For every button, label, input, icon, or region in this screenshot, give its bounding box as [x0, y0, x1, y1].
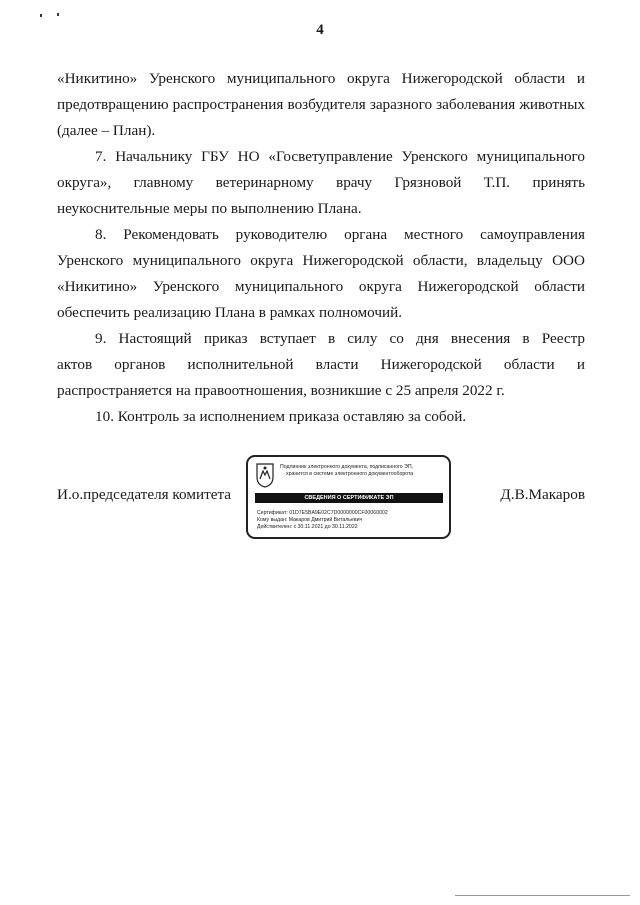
- coat-of-arms-icon: [255, 462, 275, 488]
- text-line: неукоснительные меры по выполнению Плана.: [57, 200, 362, 217]
- text-line: актов органов исполнительной власти Нижегородской области и: [57, 356, 585, 373]
- stamp-caption-line: Подлинник электронного документа, подписанного ЭП,: [280, 464, 414, 470]
- electronic-signature-stamp: [246, 455, 451, 539]
- text-line: обеспечить реализацию Плана в рамках полномочий.: [57, 304, 403, 321]
- text-line: 7. Начальнику ГБУ НО «Госветуправление Уренского муниципального: [95, 148, 585, 165]
- stamp-certificate: Сертификат: 01D7E5BA9E02C7D0000000CF00060002: [257, 510, 388, 516]
- signatory-name: Д.В.Макаров: [500, 486, 585, 503]
- stamp-title-bar: СВЕДЕНИЯ О СЕРТИФИКАТЕ ЭП: [255, 493, 443, 503]
- signatory-position: И.о.председателя комитета: [57, 486, 232, 503]
- text-line: 8. Рекомендовать руководителю органа местного самоуправления: [95, 226, 585, 243]
- page-number: 4: [316, 22, 324, 38]
- scan-edge-line: [455, 895, 630, 896]
- text-line: «Никитино» Уренского муниципального округа Нижегородской области: [57, 278, 585, 295]
- scan-speck: [57, 13, 59, 16]
- text-line: «Никитино» Уренского муниципального округа Нижегородской области и: [57, 70, 585, 87]
- text-line: округа», главному ветеринарному врачу Грязновой Т.П. принять: [57, 174, 585, 191]
- stamp-caption-line: хранится в системе электронного документооборота: [286, 470, 414, 477]
- text-line: (далее – План).: [57, 122, 156, 139]
- text-line: 10. Контроль за исполнением приказа оставляю за собой.: [95, 408, 467, 425]
- text-line: предотвращению распространения возбудителя заразного заболевания животных: [57, 96, 585, 113]
- stamp-owner: Кому выдан: Макаров Дмитрий Витальевич: [257, 517, 363, 523]
- text-line: 9. Настоящий приказ вступает в силу со дня внесения в Реестр: [95, 330, 585, 347]
- text-line: Уренского муниципального округа Нижегородской области, владельцу ООО: [57, 252, 585, 269]
- scan-speck: [40, 14, 42, 17]
- stamp-caption: [280, 464, 450, 477]
- stamp-validity: Действителен: с 30.11.2021 до 30.11.2022: [257, 524, 358, 530]
- text-line: распространяется на правоотношения, возникшие с 25 апреля 2022 г.: [57, 382, 505, 399]
